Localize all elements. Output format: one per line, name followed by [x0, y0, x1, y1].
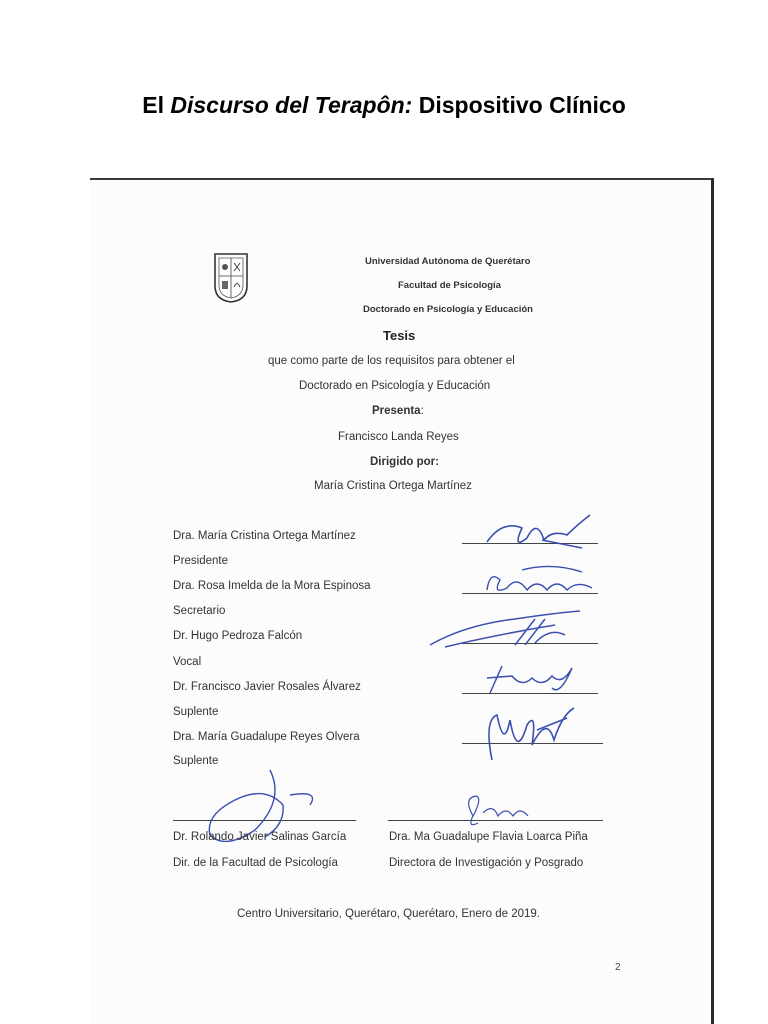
signature-scribble-research: [458, 788, 548, 828]
committee-member-2-role: Secretario: [173, 605, 226, 617]
signature-scribble-3: [425, 605, 590, 655]
signature-scribble-2: [482, 560, 607, 605]
director-signatory-role: Dir. de la Facultad de Psicología: [173, 857, 338, 869]
title-italic: Discurso del Terapôn:: [170, 92, 413, 118]
place-date-footer: Centro Universitario, Querétaro, Querétaro, Enero de 2019.: [237, 908, 540, 920]
page-title: [0, 92, 768, 119]
scanned-thesis-page: [90, 178, 714, 1024]
research-signatory-role: Directora de Investigación y Posgrado: [389, 857, 584, 869]
thesis-label: Tesis: [383, 328, 416, 343]
program-name: Doctorado en Psicología y Educación: [363, 304, 533, 315]
university-seal-icon: [212, 252, 250, 304]
university-name: Universidad Autónoma de Querétaro: [365, 256, 531, 267]
director-name: María Cristina Ortega Martínez: [314, 480, 472, 492]
presenta-label: [372, 405, 424, 417]
signature-scribble-5: [482, 700, 582, 770]
page-number: 2: [615, 962, 621, 973]
committee-member-1-role: Presidente: [173, 555, 228, 567]
committee-member-5-role: Suplente: [173, 755, 219, 767]
degree-name: Doctorado en Psicología y Educación: [299, 380, 491, 392]
committee-member-3-name: Dr. Hugo Pedroza Falcón: [173, 630, 303, 642]
committee-member-4-name: Dr. Francisco Javier Rosales Álvarez: [173, 681, 361, 693]
committee-member-3-role: Vocal: [173, 656, 202, 668]
dirigido-label: Dirigido por:: [370, 456, 439, 468]
requirement-line: que como parte de los requisitos para obtener el: [268, 355, 515, 367]
signature-scribble-1: [482, 510, 602, 555]
research-signatory-name: Dra. Ma Guadalupe Flavia Loarca Piña: [389, 831, 588, 843]
presenta-colon: :: [420, 405, 424, 417]
committee-member-5-name: Dra. María Guadalupe Reyes Olvera: [173, 731, 360, 743]
committee-member-1-name: Dra. María Cristina Ortega Martínez: [173, 530, 356, 542]
signature-scribble-4: [482, 658, 582, 703]
title-suffix: Dispositivo Clínico: [418, 92, 626, 118]
director-signatory-name: Dr. Rolando Javier Salinas García: [173, 831, 347, 843]
committee-member-4-role: Suplente: [173, 706, 219, 718]
author-name: Francisco Landa Reyes: [338, 431, 459, 443]
faculty-name: Facultad de Psicología: [398, 280, 501, 291]
presenta-text: Presenta: [372, 405, 421, 417]
title-prefix: El: [142, 92, 164, 118]
committee-member-2-name: Dra. Rosa Imelda de la Mora Espinosa: [173, 580, 371, 592]
